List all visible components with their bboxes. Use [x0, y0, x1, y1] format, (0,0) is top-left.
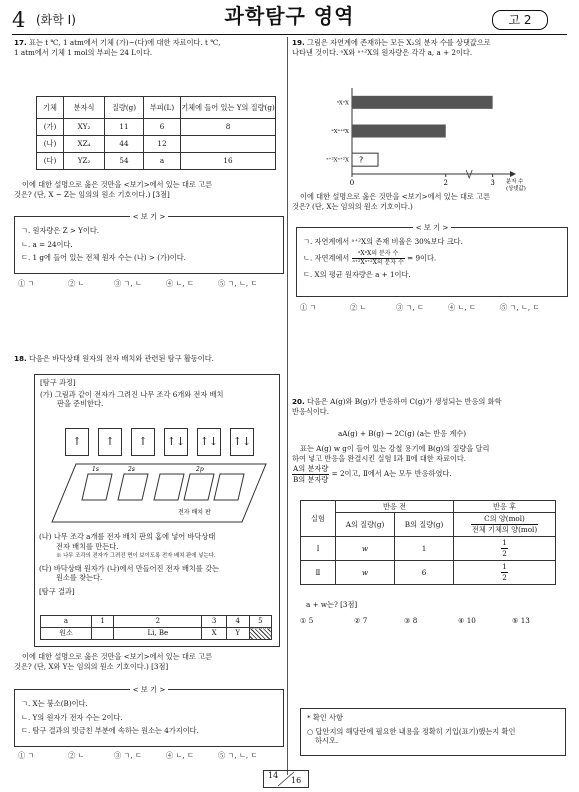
cell — [181, 136, 276, 153]
orbital-label: 2p — [196, 466, 204, 473]
q17-ask-line: 이에 대한 설명으로 옳은 것만을 <보기>에서 있는 대로 고른 — [22, 180, 213, 189]
q17-table — [36, 96, 276, 170]
table-row — [301, 561, 556, 585]
cell: 8 — [181, 119, 276, 136]
total-pages: 16 — [291, 776, 302, 785]
frac-num: 1 — [502, 562, 507, 572]
current-page: 14 — [268, 771, 279, 780]
bogi-item: ㄱ. X는 붕소(B)이다. — [21, 699, 88, 708]
bogi-item: ㄷ. 탐구 결과의 빗금친 부분에 속하는 원소는 4가지이다. — [21, 726, 199, 736]
cell: 원소 — [41, 628, 92, 640]
answer-option[interactable]: ③ ㄱ, ㄷ — [114, 751, 142, 760]
table-row — [41, 628, 272, 640]
q20-header: 반응 전 — [336, 501, 454, 513]
wood-piece: ↑↓ — [197, 428, 221, 456]
cell: 16 — [181, 153, 276, 170]
x-tick-label: 2 — [443, 179, 448, 187]
notice-box — [300, 708, 566, 756]
result-title: [탐구 결과] — [39, 587, 75, 597]
electron-board — [48, 460, 270, 526]
q18-options — [18, 751, 282, 761]
x-tick-label: 3 — [490, 179, 495, 187]
cell: X — [202, 628, 226, 640]
bogi-item: ㄱ. 원자량은 Z > Y이다. — [21, 226, 100, 235]
proc-title: [탐구 과정] — [40, 378, 76, 387]
answer-option[interactable]: ③ ㄱ, ㄷ — [396, 303, 424, 312]
frac-num: ᵃXᵃX의 분자 수 — [352, 250, 405, 259]
answer-option[interactable]: ① 5 — [300, 616, 314, 625]
cell: 4 — [226, 616, 249, 628]
cell — [92, 628, 114, 640]
cell: Li, Be — [114, 628, 202, 640]
wooden-pieces — [65, 428, 265, 458]
step-ga: (가) 그림과 같이 전자가 그려진 나무 조각 6개와 전자 배치 — [40, 389, 224, 399]
q17-header: 부피(L) — [144, 97, 181, 119]
step-da: (다) 바닥상태 원자가 (나)에서 만들어진 전자 배치를 갖는 — [39, 563, 219, 573]
table-row — [41, 616, 272, 628]
cell: (가) — [37, 119, 64, 136]
item2-pre: ㄴ. 자연계에서 — [303, 253, 350, 263]
q17-ask-line: 것은? (단, X ~ Z는 임의의 원소 기호이다.) [3점] — [14, 189, 170, 199]
cell: 5 — [249, 616, 271, 628]
item2-post: = 9이다. — [407, 253, 437, 263]
board-label: 전자 배치 판 — [178, 509, 211, 516]
q20-line2: 반응식이다. — [292, 406, 330, 416]
subject-label: (화학 I) — [36, 13, 76, 27]
cell: XY₂ — [64, 119, 105, 136]
q17-bogi-box — [14, 212, 284, 274]
q17-line1: 표는 t ℃, 1 atm에서 기체 (가)~(다)에 대한 자료이다. t ℃, — [29, 38, 221, 47]
answer-option[interactable]: ⑤ ㄱ, ㄴ, ㄷ — [218, 279, 258, 288]
table-row — [37, 153, 276, 170]
q20-header: B의 질량(g) — [395, 513, 454, 537]
orbital-label: 1s — [92, 466, 99, 473]
answer-option[interactable]: ⑤ 13 — [512, 616, 530, 625]
answer-option[interactable]: ① ㄱ — [300, 303, 317, 312]
bogi-item: ㄱ. 자연계에서 ᵃ⁺²X의 존재 비율은 30%보다 크다. — [303, 237, 463, 246]
mass-ratio-fraction — [292, 464, 329, 484]
q17-header: 기체 — [37, 97, 64, 119]
bogi-label: < 보 기 > — [413, 223, 452, 232]
q17-header: 기체에 들어 있는 Y의 질량(g) — [181, 97, 276, 119]
frac-num: 1 — [502, 538, 507, 548]
q19-line2: 나타낸 것이다. ᵃX와 ᵃ⁺²X의 원자량은 각각 a, a + 2이다. — [292, 47, 473, 57]
q19-ask-line: 이에 대한 설명으로 옳은 것만을 <보기>에서 있는 대로 고른 — [300, 192, 491, 201]
cell: w — [336, 561, 395, 585]
step-note: ※ 나무 조각의 전자가 그려진 면이 보이도록 전자 배치 판에 넣는다. — [56, 553, 216, 560]
cell: 44 — [105, 136, 144, 153]
answer-option[interactable]: ③ 8 — [404, 616, 418, 625]
bogi-item — [303, 250, 567, 267]
bogi-item: ㄷ. X의 평균 원자량은 a + 1이다. — [303, 269, 411, 279]
cell: 1 — [92, 616, 114, 628]
q19-bogi-box — [296, 223, 568, 297]
page-title: 과학탐구 영역 — [224, 4, 355, 28]
q19-line1: 그림은 자연계에 존재하는 모든 X₂의 분자 수를 상댓값으로 — [307, 38, 491, 47]
cell: a — [144, 153, 181, 170]
q19-number: 19. — [292, 38, 305, 47]
q20-desc3: = 2이고, Ⅱ에서 A는 모두 반응하였다. — [331, 469, 452, 479]
answer-option[interactable]: ⑤ ㄱ, ㄴ, ㄷ — [218, 751, 258, 760]
answer-option[interactable]: ④ 10 — [458, 616, 476, 625]
question-18 — [14, 354, 282, 364]
table-row — [37, 119, 276, 136]
cell: w — [336, 537, 395, 561]
q20-line1: 다음은 A(g)와 B(g)가 반응하여 C(g)가 생성되는 반응의 화학 — [307, 397, 502, 406]
q20-desc — [292, 444, 568, 485]
answer-option[interactable]: ④ ㄴ, ㄷ — [448, 303, 476, 312]
notice-line: 하시오. — [315, 736, 339, 746]
frac-den: 2 — [502, 549, 507, 558]
q18-number: 18. — [14, 354, 27, 363]
bar — [352, 125, 446, 138]
wood-piece: ↑↓ — [164, 428, 188, 456]
category-label: ᵃXᵃ⁺²X — [331, 129, 349, 135]
hatched-cell — [249, 628, 271, 640]
notice-line: ○ 답안지의 해당란에 필요한 내용을 정확히 기입(표기)했는지 확인 — [307, 726, 516, 736]
answer-option[interactable]: ③ ㄱ, ㄴ — [114, 279, 142, 288]
q17-line2: 1 atm에서 기체 1 mol의 부피는 24 L이다. — [14, 47, 153, 57]
q18-ask-line: 것은? (단, X와 Y는 임의의 원소 기호이다.) [3점] — [14, 661, 169, 671]
frac-den: 2 — [502, 573, 507, 582]
answer-option[interactable]: ⑤ ㄱ, ㄴ, ㄷ — [500, 303, 540, 312]
cell: 11 — [105, 119, 144, 136]
frac-num: A의 분자량 — [293, 464, 329, 474]
step-da: 원소를 찾는다. — [56, 573, 103, 583]
q17-number: 17. — [14, 38, 27, 47]
answer-option[interactable]: ② 7 — [354, 616, 368, 625]
table-row — [301, 537, 556, 561]
orbital-label: 2s — [128, 466, 135, 473]
q20-desc-line: 표는 A(g) w g이 들어 있는 강철 용기에 B(g)의 질량을 달리 — [300, 444, 490, 453]
q20-header: 반응 후 — [454, 501, 556, 513]
cell: YZ₂ — [64, 153, 105, 170]
step-na: (나) 나무 조각 a개를 전자 배치 판의 홈에 넣어 바닥상태 — [39, 532, 216, 541]
x-axis-label-unit: (상댓값) — [506, 186, 526, 192]
cell: 1 — [395, 537, 454, 561]
q20-ask: a + w는? [3점] — [306, 600, 358, 609]
q20-ratio-line — [292, 464, 568, 484]
q20-header: 실험 — [301, 501, 336, 537]
notice-title: * 확인 사항 — [307, 713, 343, 722]
bogi-label: < 보 기 > — [130, 212, 169, 221]
q20-number: 20. — [292, 397, 305, 406]
question-19 — [292, 38, 568, 57]
q19-ask — [292, 192, 570, 211]
cell: Y — [226, 628, 249, 640]
unknown-value: ? — [359, 155, 364, 165]
answer-option[interactable]: ④ ㄴ, ㄷ — [166, 751, 194, 760]
cell: 6 — [395, 561, 454, 585]
unknown-bar — [352, 153, 378, 166]
answer-option[interactable]: ② ㄴ — [68, 279, 85, 288]
q19-ask-line: 것은? (단, X는 임의의 원소 기호이다.) — [292, 201, 413, 211]
bogi-item: ㄷ. 1 g에 들어 있는 전체 원자 수는 (나) > (가)이다. — [21, 253, 186, 263]
x-axis-label: 분자 수 — [506, 179, 524, 185]
cell: XZ₄ — [64, 136, 105, 153]
cell: Ⅱ — [301, 561, 336, 585]
answer-option[interactable]: ② ㄴ — [350, 303, 367, 312]
column-divider — [287, 37, 288, 775]
q18-result-table — [40, 615, 272, 640]
category-label: ᵃXᵃX — [336, 100, 349, 107]
answer-option[interactable]: ④ ㄴ, ㄷ — [166, 279, 194, 288]
frac-den: B의 분자량 — [293, 475, 329, 485]
cell: Ⅰ — [301, 537, 336, 561]
step-ga: 판을 준비한다. — [57, 399, 104, 409]
q19-bar-chart — [300, 84, 560, 196]
q18-steps — [39, 532, 277, 597]
item2-fraction — [352, 250, 405, 267]
wood-piece: ↑ — [65, 428, 89, 456]
q20-options — [300, 616, 568, 626]
x-tick-label: 0 — [349, 179, 355, 187]
q20-equation: aA(g) + B(g) → 2C(g) (a는 반응 계수) — [338, 429, 467, 438]
step-na: 전자 배치를 만든다. — [56, 541, 119, 551]
x-axis-arrow — [510, 171, 516, 177]
bogi-label: < 보 기 > — [130, 685, 169, 694]
q18-bogi-box — [14, 685, 284, 747]
q17-header: 질량(g) — [105, 97, 144, 119]
q18-intro: 다음은 바닥상태 원자의 전자 배치와 관련된 탐구 활동이다. — [29, 354, 214, 363]
q20-header-fraction — [454, 513, 556, 537]
answer-option[interactable]: ① ㄱ — [18, 751, 35, 760]
page-counter — [263, 770, 309, 788]
q20-desc-line: 하여 넣고 반응을 완결시킨 실험 Ⅰ과 Ⅱ에 대한 자료이다. — [292, 453, 467, 463]
bogi-item: ㄴ. a = 24이다. — [21, 239, 73, 249]
grade-badge: 고 2 — [492, 10, 548, 30]
q18-ask-line: 이에 대한 설명으로 옳은 것만을 <보기>에서 있는 대로 고른 — [22, 652, 213, 661]
frac-num: C의 양(mol) — [471, 514, 538, 525]
frac-den: ᵃ⁺²Xᵃ⁺²X의 분자 수 — [352, 258, 404, 266]
wood-piece: ↑ — [98, 428, 122, 456]
q19-options — [300, 303, 568, 313]
answer-option[interactable]: ① ㄱ — [18, 279, 35, 288]
cell: 6 — [144, 119, 181, 136]
category-label: ᵃ⁺²Xᵃ⁺²X — [326, 157, 349, 164]
cell: 3 — [202, 616, 226, 628]
cell — [454, 561, 556, 585]
question-17 — [14, 38, 282, 57]
page-number: 4 — [12, 8, 26, 32]
cell: (다) — [37, 153, 64, 170]
wood-piece: ↑ — [131, 428, 155, 456]
cell: 12 — [144, 136, 181, 153]
cell — [454, 537, 556, 561]
cell: 2 — [114, 616, 202, 628]
bogi-item: ㄴ. Y의 원자가 전자 수는 2이다. — [21, 712, 123, 722]
question-20 — [292, 397, 568, 416]
cell: 54 — [105, 153, 144, 170]
wood-piece: ↑↓ — [230, 428, 254, 456]
q20-table — [300, 500, 556, 585]
q20-header: A의 질량(g) — [336, 513, 395, 537]
bar — [352, 96, 493, 109]
q18-ask — [14, 652, 284, 671]
cell: a — [41, 616, 92, 628]
table-row — [37, 136, 276, 153]
header-rule — [12, 34, 567, 35]
q17-ask — [14, 180, 284, 199]
answer-option[interactable]: ② ㄴ — [68, 751, 85, 760]
frac-den: 전체 기체의 양(mol) — [471, 525, 538, 534]
q17-header: 분자식 — [64, 97, 105, 119]
cell: (나) — [37, 136, 64, 153]
q17-options — [18, 279, 282, 289]
